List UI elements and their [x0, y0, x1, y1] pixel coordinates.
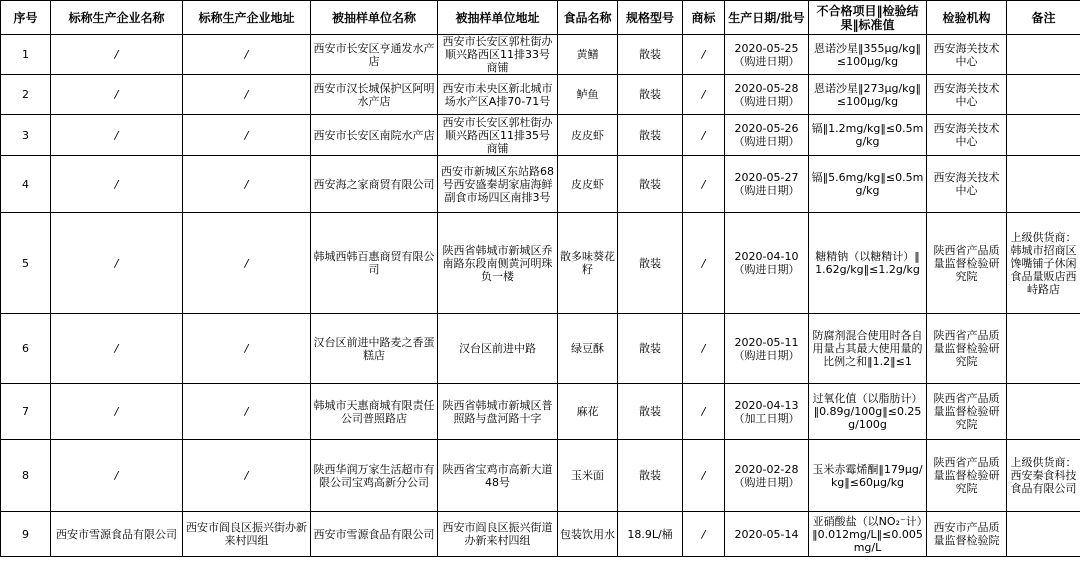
table-body [1, 35, 1080, 557]
cell-result: 亚硝酸盐（以NO₂⁻计）‖0.012mg/L‖≤0.005mg/L [809, 512, 927, 557]
cell-unit: 韩城西韩百惠商贸有限公司 [311, 213, 438, 314]
cell-unit-addr: 西安市长安区郭杜街办顺兴路西区11排33号商铺 [438, 35, 558, 75]
cell-brand: / [683, 213, 725, 314]
cell-unit-addr: 陕西省韩城市新城区普照路与盘河路十字 [438, 384, 558, 440]
cell-no: 7 [1, 384, 51, 440]
header-result: 不合格项目‖检验结果‖标准值 [809, 1, 927, 35]
cell-agency: 陕西省产品质量监督检验研究院 [927, 314, 1007, 384]
cell-unit: 汉台区前进中路麦之香蛋糕店 [311, 314, 438, 384]
cell-mfr: / [51, 115, 183, 156]
cell-date: 2020-04-13（加工日期） [725, 384, 809, 440]
cell-food: 鲈鱼 [558, 75, 618, 115]
cell-result: 防腐剂混合使用时各自用量占其最大使用量的比例之和‖1.2‖≤1 [809, 314, 927, 384]
cell-unit-addr: 西安市阎良区振兴街道办新来村四组 [438, 512, 558, 557]
cell-unit-addr: 西安市未央区新北城市场水产区A排70-71号 [438, 75, 558, 115]
header-row [1, 1, 1080, 35]
cell-note [1007, 384, 1080, 440]
cell-note: 上级供货商：西安秦食科技食品有限公司 [1007, 440, 1080, 512]
table-row [1, 314, 1080, 384]
cell-mfr: / [51, 384, 183, 440]
cell-no: 3 [1, 115, 51, 156]
cell-mfr: / [51, 156, 183, 213]
cell-spec: 18.9L/桶 [618, 512, 683, 557]
cell-brand: / [683, 156, 725, 213]
cell-spec: 散装 [618, 115, 683, 156]
cell-brand: / [683, 384, 725, 440]
table-row [1, 115, 1080, 156]
cell-no: 2 [1, 75, 51, 115]
cell-spec: 散装 [618, 384, 683, 440]
cell-spec: 散装 [618, 35, 683, 75]
cell-result: 糖精钠（以糖精计）‖1.62g/kg‖≤1.2g/kg [809, 213, 927, 314]
cell-result: 恩诺沙星‖355μg/kg‖≤100μg/kg [809, 35, 927, 75]
cell-brand: / [683, 115, 725, 156]
cell-date: 2020-05-28（购进日期） [725, 75, 809, 115]
cell-mfr-addr: / [183, 213, 311, 314]
header-unit-addr: 被抽样单位地址 [438, 1, 558, 35]
table-row [1, 156, 1080, 213]
cell-mfr-addr: / [183, 384, 311, 440]
cell-agency: 西安海关技术中心 [927, 115, 1007, 156]
cell-food: 麻花 [558, 384, 618, 440]
cell-food: 黄鳝 [558, 35, 618, 75]
cell-food: 包装饮用水 [558, 512, 618, 557]
header-mfr: 标称生产企业名称 [51, 1, 183, 35]
cell-mfr-addr: / [183, 115, 311, 156]
cell-no: 4 [1, 156, 51, 213]
header-unit: 被抽样单位名称 [311, 1, 438, 35]
cell-unit-addr: 西安市长安区郭杜街办顺兴路西区11排35号商铺 [438, 115, 558, 156]
cell-agency: 陕西省产品质量监督检验研究院 [927, 440, 1007, 512]
table-row [1, 384, 1080, 440]
cell-agency: 陕西省产品质量监督检验研究院 [927, 213, 1007, 314]
cell-food: 散多味葵花籽 [558, 213, 618, 314]
cell-note [1007, 75, 1080, 115]
cell-note [1007, 115, 1080, 156]
cell-result: 玉米赤霉烯酮‖179μg/kg‖≤60μg/kg [809, 440, 927, 512]
cell-no: 8 [1, 440, 51, 512]
cell-note [1007, 156, 1080, 213]
cell-spec: 散装 [618, 314, 683, 384]
cell-note: 上级供货商：韩城市招商区馋嘴铺子休闲食品量贩店西峙路店 [1007, 213, 1080, 314]
cell-date: 2020-04-10（购进日期） [725, 213, 809, 314]
cell-date: 2020-02-28（购进日期） [725, 440, 809, 512]
cell-unit-addr: 陕西省韩城市新城区乔南路东段南侧黄河明珠负一楼 [438, 213, 558, 314]
header-mfr-addr: 标称生产企业地址 [183, 1, 311, 35]
cell-food: 玉米面 [558, 440, 618, 512]
cell-unit: 西安海之家商贸有限公司 [311, 156, 438, 213]
cell-date: 2020-05-25（购进日期） [725, 35, 809, 75]
cell-no: 9 [1, 512, 51, 557]
cell-unit: 西安市长安区南院水产店 [311, 115, 438, 156]
cell-mfr-addr: 西安市阎良区振兴街办新来村四组 [183, 512, 311, 557]
cell-date: 2020-05-11（购进日期） [725, 314, 809, 384]
header-no: 序号 [1, 1, 51, 35]
table-row [1, 440, 1080, 512]
cell-mfr-addr: / [183, 35, 311, 75]
cell-no: 5 [1, 213, 51, 314]
table-row [1, 512, 1080, 557]
cell-spec: 散装 [618, 213, 683, 314]
cell-note [1007, 35, 1080, 75]
cell-unit: 西安市汉长城保护区阿明水产店 [311, 75, 438, 115]
table-row [1, 213, 1080, 314]
cell-unit: 陕西华润万家生活超市有限公司宝鸡高新分公司 [311, 440, 438, 512]
header-brand: 商标 [683, 1, 725, 35]
cell-agency: 陕西省产品质量监督检验研究院 [927, 384, 1007, 440]
cell-mfr-addr: / [183, 314, 311, 384]
cell-food: 皮皮虾 [558, 115, 618, 156]
table-row [1, 75, 1080, 115]
cell-food: 绿豆酥 [558, 314, 618, 384]
cell-result: 过氧化值（以脂肪计）‖0.89g/100g‖≤0.25g/100g [809, 384, 927, 440]
cell-date: 2020-05-14 [725, 512, 809, 557]
cell-spec: 散装 [618, 75, 683, 115]
cell-brand: / [683, 512, 725, 557]
cell-unit: 西安市长安区亨通发水产店 [311, 35, 438, 75]
cell-mfr-addr: / [183, 440, 311, 512]
cell-food: 皮皮虾 [558, 156, 618, 213]
cell-result: 镉‖1.2mg/kg‖≤0.5mg/kg [809, 115, 927, 156]
cell-mfr-addr: / [183, 156, 311, 213]
header-agency: 检验机构 [927, 1, 1007, 35]
cell-agency: 西安市产品质量监督检验院 [927, 512, 1007, 557]
cell-mfr: 西安市雪源食品有限公司 [51, 512, 183, 557]
cell-mfr: / [51, 75, 183, 115]
header-note: 备注 [1007, 1, 1080, 35]
cell-brand: / [683, 314, 725, 384]
cell-agency: 西安海关技术中心 [927, 35, 1007, 75]
table-row [1, 35, 1080, 75]
cell-date: 2020-05-27（购进日期） [725, 156, 809, 213]
header-food: 食品名称 [558, 1, 618, 35]
cell-unit: 韩城市天惠商城有限责任公司普照路店 [311, 384, 438, 440]
cell-brand: / [683, 35, 725, 75]
header-spec: 规格型号 [618, 1, 683, 35]
cell-spec: 散装 [618, 440, 683, 512]
cell-mfr: / [51, 314, 183, 384]
cell-mfr: / [51, 35, 183, 75]
cell-result: 镉‖5.6mg/kg‖≤0.5mg/kg [809, 156, 927, 213]
cell-brand: / [683, 75, 725, 115]
cell-result: 恩诺沙星‖273μg/kg‖≤100μg/kg [809, 75, 927, 115]
cell-mfr: / [51, 440, 183, 512]
cell-agency: 西安海关技术中心 [927, 75, 1007, 115]
cell-brand: / [683, 440, 725, 512]
cell-mfr-addr: / [183, 75, 311, 115]
cell-unit-addr: 西安市新城区东站路68号西安盛秦胡家庙海鲜副食市场四区南排3号 [438, 156, 558, 213]
header-date: 生产日期/批号 [725, 1, 809, 35]
cell-note [1007, 512, 1080, 557]
cell-no: 1 [1, 35, 51, 75]
cell-note [1007, 314, 1080, 384]
cell-no: 6 [1, 314, 51, 384]
cell-unit-addr: 汉台区前进中路 [438, 314, 558, 384]
cell-agency: 西安海关技术中心 [927, 156, 1007, 213]
cell-unit: 西安市雪源食品有限公司 [311, 512, 438, 557]
cell-spec: 散装 [618, 156, 683, 213]
cell-unit-addr: 陕西省宝鸡市高新大道48号 [438, 440, 558, 512]
cell-date: 2020-05-26（购进日期） [725, 115, 809, 156]
cell-mfr: / [51, 213, 183, 314]
